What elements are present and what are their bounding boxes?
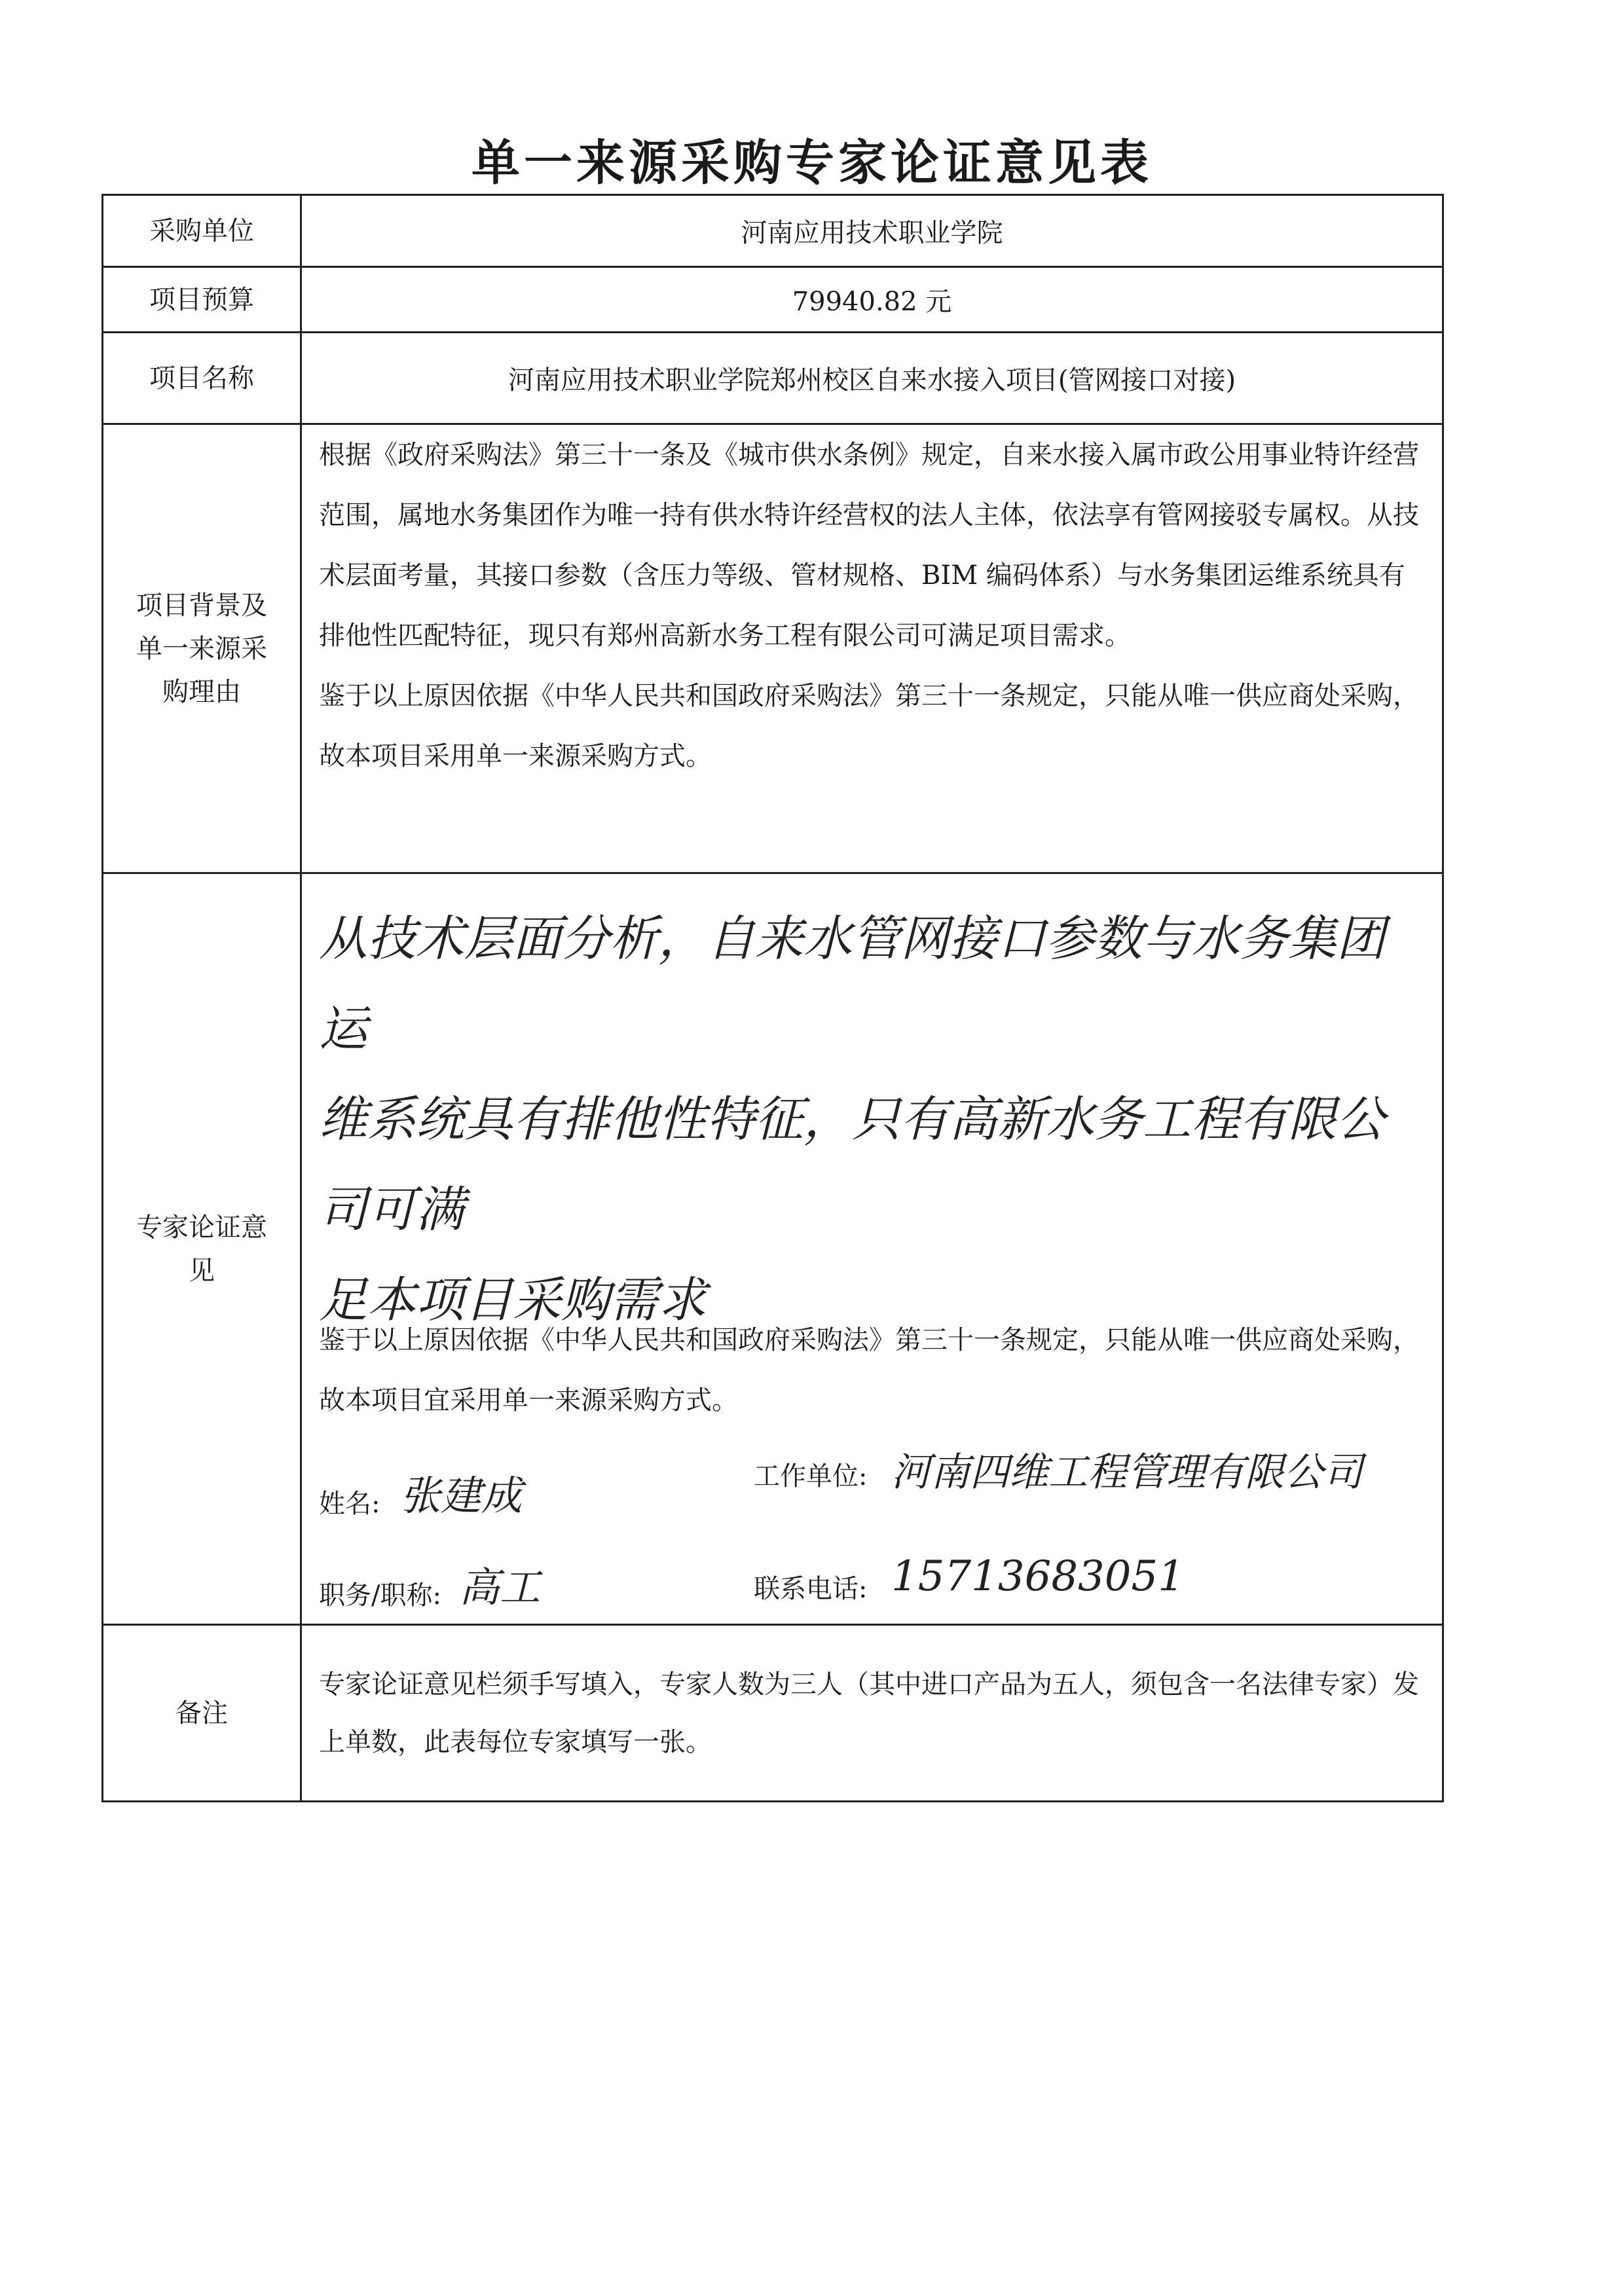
opinion-conclusion: 鉴于以上原因依据《中华人民共和国政府采购法》第三十一条规定，只能从唯一供应商处采购，故本项目宜采用单一来源采购方式。 [319, 1325, 1419, 1415]
remark-text: 专家论证意见栏须手写填入，专家人数为三人（其中进口产品为五人，须包含一名法律专家）发上单数，此表每位专家填写一张。 [301, 1625, 1443, 1802]
name-label: 姓名: [319, 1489, 380, 1519]
purchase-unit-label: 采购单位 [103, 195, 301, 267]
background-label: 项目背景及单一来源采购理由 [103, 424, 301, 873]
row-purchase-unit [103, 195, 1443, 267]
project-name-label: 项目名称 [103, 333, 301, 424]
row-budget [103, 267, 1443, 333]
purchase-unit-value: 河南应用技术职业学院 [301, 195, 1443, 267]
expert-opinion-label: 专家论证意见 [103, 873, 301, 1625]
background-content [301, 424, 1443, 873]
handwritten-opinion [319, 881, 1432, 1345]
work-unit-label: 工作单位: [754, 1461, 868, 1491]
handwritten-line-1: 从技术层面分析，自来水管网接口参数与水务集团运 [319, 911, 1385, 1057]
work-unit-signature: 河南四维工程管理有限公司 [891, 1449, 1363, 1495]
project-name-value: 河南应用技术职业学院郑州校区自来水接入项目(管网接口对接) [301, 333, 1443, 424]
budget-value: 79940.82 元 [301, 267, 1443, 333]
opinion-form-table [101, 194, 1444, 1802]
phone-signature: 15713683051 [891, 1552, 1185, 1601]
phone-label: 联系电话: [754, 1574, 868, 1604]
row-background [103, 424, 1443, 873]
page-title: 单一来源采购专家论证意见表 [471, 135, 1153, 191]
handwritten-line-3: 足本项目采购需求 [319, 1272, 707, 1328]
job-title-signature: 高工 [459, 1563, 541, 1611]
handwritten-line-2: 维系统具有排他性特征，只有高新水务工程有限公司可满 [319, 1091, 1385, 1238]
name-signature: 张建成 [400, 1472, 523, 1520]
expert-opinion-content [301, 873, 1443, 1625]
row-project-name [103, 333, 1443, 424]
background-paragraph-1: 根据《政府采购法》第三十一条及《城市供水条例》规定，自来水接入属市政公用事业特许经营范围，属地水务集团作为唯一持有供水特许经营权的法人主体，依法享有管网接驳专属权。从技术层面考量，其接口参数（含压力等级、管材规格、BIM 编码体系）与水务集团运维系统具有排他性匹配特征，现只有郑州高新水务工程有限公司可满足项目需求。 [319, 440, 1419, 651]
remark-label: 备注 [103, 1625, 301, 1802]
budget-label: 项目预算 [103, 267, 301, 333]
background-paragraph-2: 鉴于以上原因依据《中华人民共和国政府采购法》第三十一条规定，只能从唯一供应商处采购，故本项目采用单一来源采购方式。 [319, 681, 1419, 771]
row-expert-opinion [103, 873, 1443, 1625]
row-remark [103, 1625, 1443, 1802]
job-title-label: 职务/职称: [319, 1580, 441, 1611]
